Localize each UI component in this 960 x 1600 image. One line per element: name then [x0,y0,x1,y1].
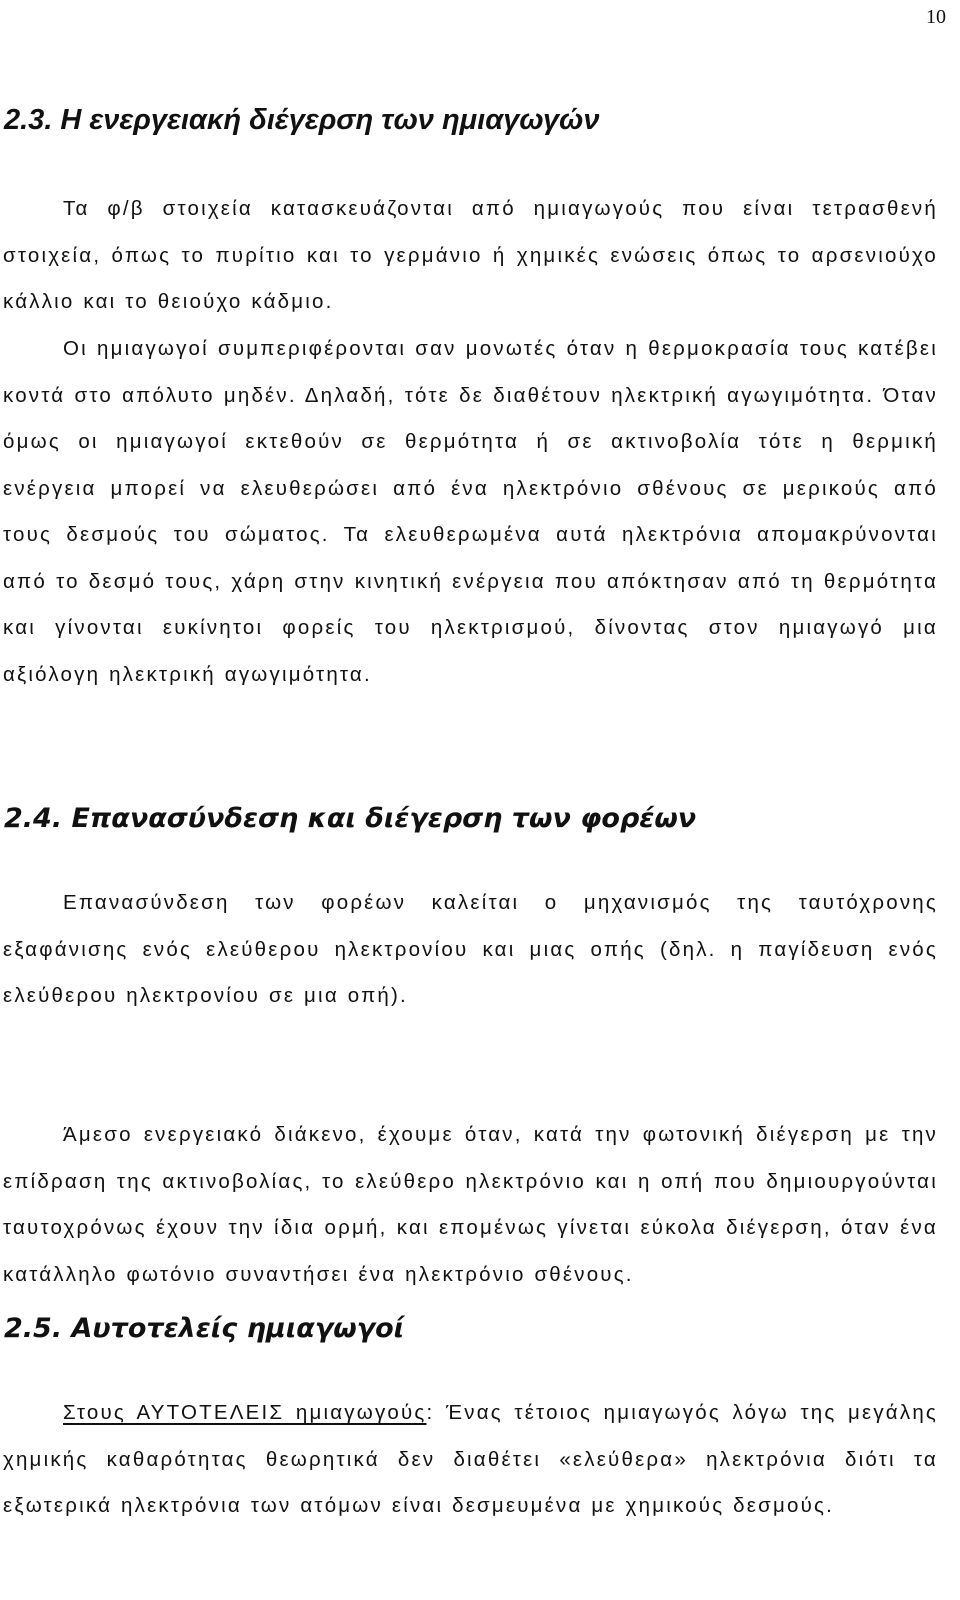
page-number: 10 [926,6,946,28]
paragraph-pv-semiconductors: Τα φ/β στοιχεία κατασκευάζονται από ημιαγωγούς που είναι τετρασθενή στοιχεία, όπως το πυρίτιο και το γερμάνιο ή χημικές ενώσεις όπως το αρσενιούχο κάλλιο και το θειούχο κάδμιο. [3,197,938,313]
intrinsic-lead-underlined: Στους ΑΥΤΟΤΕΛΕΙΣ ημιαγωγούς [63,1401,427,1424]
paragraph-recombination: Επανασύνδεση των φορέων καλείται ο μηχανισμός της ταυτόχρονης εξαφάνισης ενός ελεύθερου ηλεκτρονίου και μιας οπής (δηλ. η παγίδευση ενός ελεύθερου ηλεκτρονίου σε μια οπή). [3,891,938,1007]
intrinsic-paragraph-text: Ένας τέτοιος ημιαγωγός λόγω της μεγάλης χημικής καθαρότητας θεωρητικά δεν διαθέτει «ελεύθερα» ηλεκτρόνια διότι τα εξωτερικά ηλεκτρόνια των ατόμων είναι δεσμευμένα με χημικούς δεσμούς. [3,1401,938,1517]
paragraph-direct-bandgap: Άμεσο ενεργειακό διάκενο, έχουμε όταν, κατά την φωτονική διέγερση με την επίδραση της ακτινοβολίας, το ελεύθερο ηλεκτρόνιο και η οπή που δημιουργούνται ταυτοχρόνως έχουν την ίδια ορμή, και επομένως γίνεται εύκολα διέγερση, όταν ένα κατάλληλο φωτόνιο συναντήσει ένα ηλεκτρόνιο σθένους. [3,1123,938,1286]
section-heading-2-5: 2.5. Αυτοτελείς ημιαγωγοί [4,1313,405,1344]
intrinsic-lead-colon: : [426,1401,435,1424]
paragraph-intrinsic-semiconductors [3,1390,938,1530]
paragraph-semiconductor-behavior: Οι ημιαγωγοί συμπεριφέρονται σαν μονωτές όταν η θερμοκρασία τους κατέβει κοντά στο απόλυτο μηδέν. Δηλαδή, τότε δε διαθέτουν ηλεκτρική αγωγιμότητα. Όταν όμως οι ημιαγωγοί εκτεθούν σε θερμότητα ή σε ακτινοβολία τότε η θερμική ενέργεια μπορεί να ελευθερώσει από ένα ηλεκτρόνιο σθένους σε μερικούς από τους δεσμούς του σώματος. Τα ελευθερωμένα αυτά ηλεκτρόνια απομακρύνονται από το δεσμό τους, χάρη στην κινητική ενέργεια που απόκτησαν από τη θερμότητα και γίνονται ευκίνητοι φορείς του ηλεκτρισμού, δίνοντας στον ημιαγωγό μια αξιόλογη ηλεκτρική αγωγιμότητα. [3,337,938,686]
section-heading-2-3: 2.3. Η ενεργειακή διέγερση των ημιαγωγών [4,104,600,136]
section-heading-2-4: 2.4. Επανασύνδεση και διέγερση των φορέων [4,803,697,834]
